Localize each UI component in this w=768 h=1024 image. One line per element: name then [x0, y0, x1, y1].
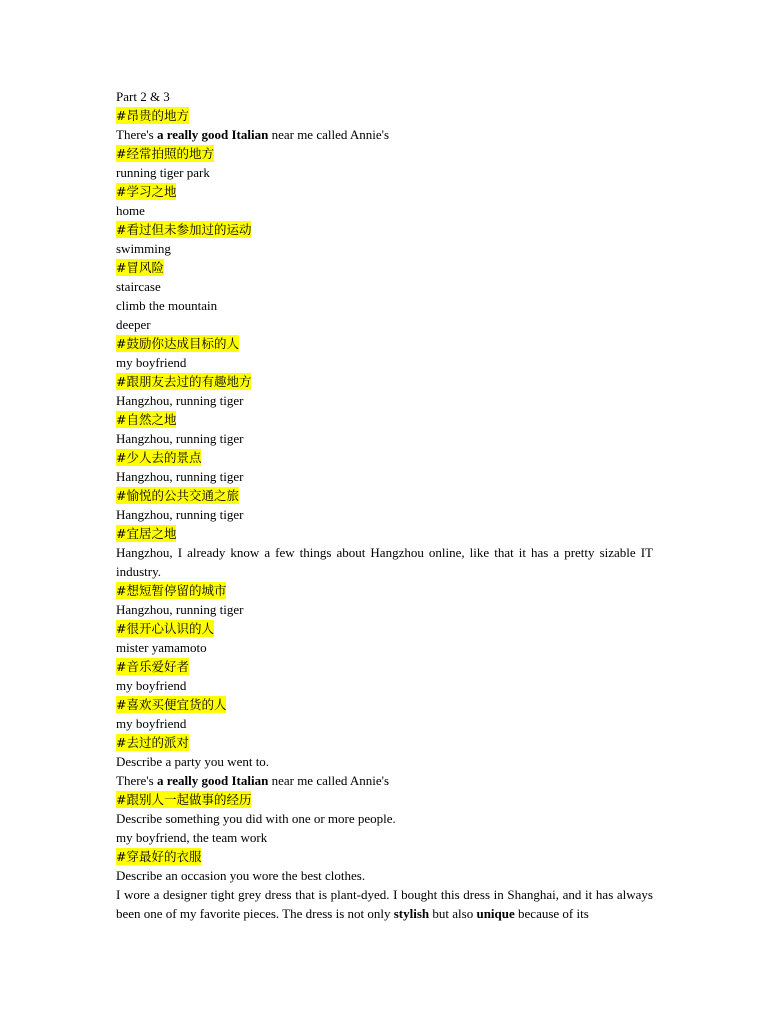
- text-run: There's: [116, 773, 157, 788]
- topic-heading: [116, 258, 653, 277]
- bold-phrase: a really good Italian: [156, 127, 269, 142]
- topic-heading: [116, 144, 653, 163]
- highlighted-topic: #鼓励你达成目标的人: [116, 336, 239, 351]
- answer-line: [116, 771, 653, 790]
- text-run: Hangzhou, I already know a few things about Hangzhou online, like that it has a pretty sizable IT industry.: [116, 545, 653, 579]
- answer-line: my boyfriend: [116, 678, 187, 693]
- answer-line: running tiger park: [116, 165, 210, 180]
- topic-heading: [116, 657, 653, 676]
- section-title: Part 2 & 3: [116, 89, 170, 104]
- answer-line: Hangzhou, running tiger: [116, 469, 244, 484]
- highlighted-topic: #经常拍照的地方: [116, 146, 214, 161]
- answer-line: my boyfriend, the team work: [116, 830, 268, 845]
- answer-line: Describe an occasion you wore the best clothes.: [116, 868, 366, 883]
- topic-heading: [116, 448, 653, 467]
- answer-line: my boyfriend: [116, 716, 187, 731]
- topic-heading: [116, 372, 653, 391]
- bold-phrase: unique: [476, 906, 515, 921]
- highlighted-topic: #喜欢买便宜货的人: [116, 697, 227, 712]
- answer-line: Hangzhou, running tiger: [116, 393, 244, 408]
- text-run: I wore a designer tight grey dress that is plant-dyed. I bought this dress in Shanghai, and it has always been one of my favorite pieces. The dress is not only: [116, 887, 653, 921]
- answer-line: Hangzhou, running tiger: [116, 602, 244, 617]
- answer-line: deeper: [116, 317, 151, 332]
- text-run: There's: [116, 127, 157, 142]
- highlighted-topic: #跟朋友去过的有趣地方: [116, 374, 252, 389]
- bold-phrase: stylish: [393, 906, 430, 921]
- answer-paragraph: [116, 885, 653, 923]
- topic-heading: [116, 581, 653, 600]
- text-run: but also: [429, 906, 477, 921]
- topic-heading: [116, 790, 653, 809]
- answer-line: my boyfriend: [116, 355, 187, 370]
- text-run: because of its: [514, 906, 589, 921]
- highlighted-topic: #冒风险: [116, 260, 164, 275]
- topic-heading: [116, 733, 653, 752]
- topic-heading: [116, 619, 653, 638]
- document-lines: [116, 106, 653, 923]
- highlighted-topic: #想短暂停留的城市: [116, 583, 227, 598]
- highlighted-topic: #宜居之地: [116, 526, 177, 541]
- highlighted-topic: #昂贵的地方: [116, 108, 189, 123]
- highlighted-topic: #音乐爱好者: [116, 659, 189, 674]
- answer-line: swimming: [116, 241, 171, 256]
- answer-line: staircase: [116, 279, 161, 294]
- topic-heading: [116, 220, 653, 239]
- topic-heading: [116, 524, 653, 543]
- highlighted-topic: #看过但未参加过的运动: [116, 222, 252, 237]
- highlighted-topic: #自然之地: [116, 412, 177, 427]
- answer-line: mister yamamoto: [116, 640, 207, 655]
- topic-heading: [116, 334, 653, 353]
- document-body: [116, 87, 653, 923]
- topic-heading: [116, 847, 653, 866]
- bold-phrase: a really good Italian: [156, 773, 269, 788]
- text-run: near me called Annie's: [268, 127, 390, 142]
- answer-line: Describe a party you went to.: [116, 754, 270, 769]
- highlighted-topic: #去过的派对: [116, 735, 189, 750]
- highlighted-topic: #穿最好的衣服: [116, 849, 202, 864]
- highlighted-topic: #少人去的景点: [116, 450, 202, 465]
- answer-line: home: [116, 203, 145, 218]
- highlighted-topic: #很开心认识的人: [116, 621, 214, 636]
- topic-heading: [116, 486, 653, 505]
- topic-heading: [116, 695, 653, 714]
- highlighted-topic: #愉悦的公共交通之旅: [116, 488, 239, 503]
- answer-line: Hangzhou, running tiger: [116, 431, 244, 446]
- topic-heading: [116, 182, 653, 201]
- topic-heading: [116, 106, 653, 125]
- answer-line: Hangzhou, running tiger: [116, 507, 244, 522]
- answer-line: climb the mountain: [116, 298, 218, 313]
- answer-line: Describe something you did with one or more people.: [116, 811, 396, 826]
- highlighted-topic: #学习之地: [116, 184, 177, 199]
- topic-heading: [116, 410, 653, 429]
- answer-line: [116, 125, 653, 144]
- text-run: near me called Annie's: [268, 773, 390, 788]
- highlighted-topic: #跟别人一起做事的经历: [116, 792, 252, 807]
- answer-paragraph: [116, 543, 653, 581]
